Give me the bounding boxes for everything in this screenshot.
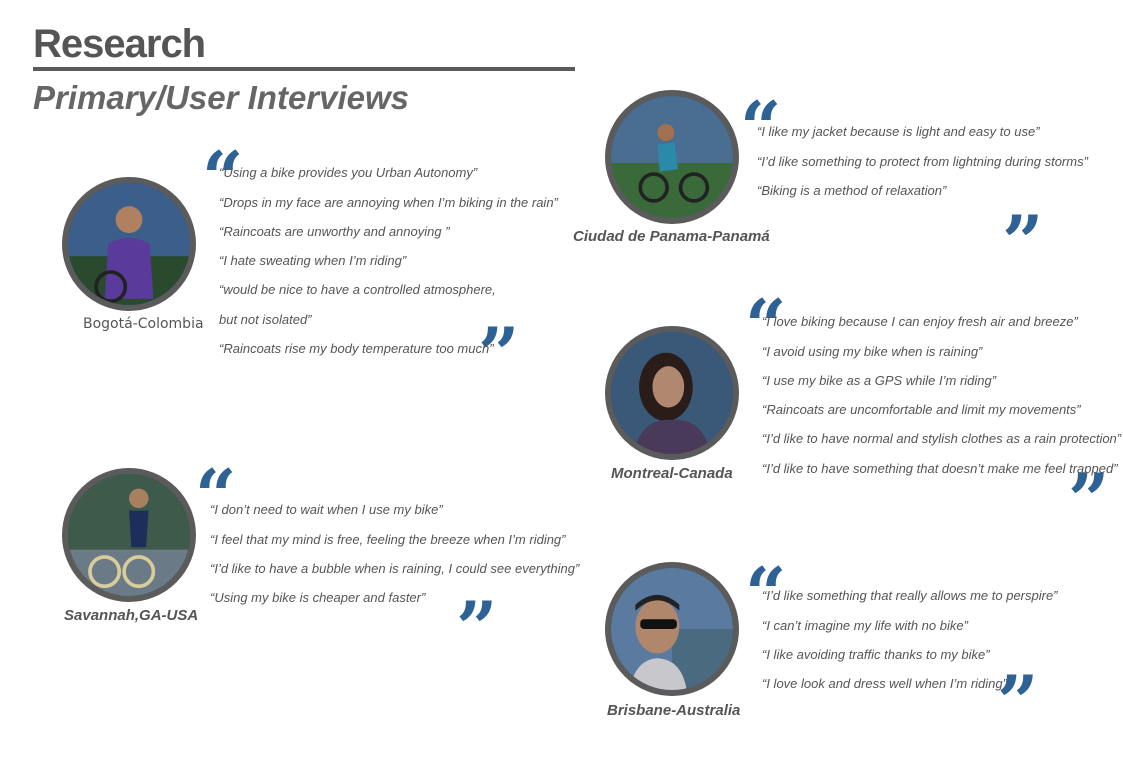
- photo-cyclist-riding: [611, 96, 733, 218]
- location-label-savannah: Savannah,GA-USA: [64, 607, 199, 624]
- quote-montreal-4: “Raincoats are uncomfortable and limit my movements”: [762, 402, 1081, 417]
- quote-panama-2: “I’d like something to protect from lightning during storms”: [757, 154, 1088, 169]
- avatar-bogota: [62, 177, 196, 311]
- quote-panama-3: “Biking is a method of relaxation”: [757, 183, 947, 198]
- location-label-panama: Ciudad de Panama-Panamá: [573, 228, 770, 245]
- open-quote-icon: “: [745, 551, 787, 636]
- quote-bogota-6: but not isolated”: [219, 312, 312, 327]
- quote-brisbane-4: “I love look and dress well when I’m riding”: [762, 676, 1007, 691]
- open-quote-icon: “: [740, 85, 782, 170]
- quote-brisbane-3: “I like avoiding traffic thanks to my bike”: [762, 647, 990, 662]
- close-quote-icon: ”: [456, 585, 498, 670]
- open-quote-icon: “: [202, 135, 244, 220]
- photo-man-with-bike: [68, 183, 190, 305]
- quote-montreal-6: “I’d like to have something that doesn’t make me feel trapped”: [762, 461, 1118, 476]
- close-quote-icon: ”: [1002, 199, 1044, 284]
- quote-bogota-5: “would be nice to have a controlled atmosphere,: [219, 282, 496, 297]
- quote-montreal-5: “I’d like to have normal and stylish clothes as a rain protection”: [762, 431, 1122, 446]
- quote-panama-1: “I like my jacket because is light and easy to use”: [757, 124, 1040, 139]
- quote-montreal-3: “I use my bike as a GPS while I’m riding”: [762, 373, 997, 388]
- avatar-savannah: [62, 468, 196, 602]
- close-quote-icon: ”: [478, 311, 520, 396]
- location-label-brisbane: Brisbane-Australia: [607, 702, 741, 719]
- quote-montreal-2: “I avoid using my bike when is raining”: [762, 344, 983, 359]
- quote-brisbane-1: “I’d like something that really allows me to perspire”: [762, 588, 1058, 603]
- title-underline: [33, 67, 575, 71]
- open-quote-icon: “: [195, 453, 237, 538]
- quote-savannah-4: “Using my bike is cheaper and faster”: [210, 590, 426, 605]
- photo-woman-portrait: [611, 332, 733, 454]
- location-label-bogota: Bogotá-Colombia: [83, 316, 204, 332]
- photo-man-with-sunglasses: [611, 568, 733, 690]
- quote-bogota-3: “Raincoats are unworthy and annoying ”: [219, 224, 450, 239]
- page-title: Research: [33, 22, 206, 66]
- quote-bogota-4: “I hate sweating when I’m riding”: [219, 253, 407, 268]
- close-quote-icon: ”: [997, 659, 1039, 744]
- quote-brisbane-2: “I can’t imagine my life with no bike”: [762, 618, 968, 633]
- avatar-brisbane: [605, 562, 739, 696]
- quote-montreal-1: “I love biking because I can enjoy fresh air and breeze”: [762, 314, 1078, 329]
- quote-savannah-3: “I’d like to have a bubble when is raining, I could see everything”: [210, 561, 580, 576]
- avatar-panama: [605, 90, 739, 224]
- quote-savannah-2: “I feel that my mind is free, feeling the breeze when I’m riding”: [210, 532, 566, 547]
- photo-woman-with-bike: [68, 474, 190, 596]
- quote-bogota-1: “Using a bike provides you Urban Autonomy”: [219, 165, 478, 180]
- quote-bogota-2: “Drops in my face are annoying when I’m biking in the rain”: [219, 195, 558, 210]
- close-quote-icon: ”: [1068, 457, 1110, 542]
- quote-savannah-1: “I don’t need to wait when I use my bike”: [210, 502, 443, 517]
- quote-bogota-7: “Raincoats rise my body temperature too much”: [219, 341, 494, 356]
- page-subtitle: Primary/User Interviews: [33, 79, 410, 116]
- open-quote-icon: “: [745, 283, 787, 368]
- location-label-montreal: Montreal-Canada: [611, 465, 733, 482]
- avatar-montreal: [605, 326, 739, 460]
